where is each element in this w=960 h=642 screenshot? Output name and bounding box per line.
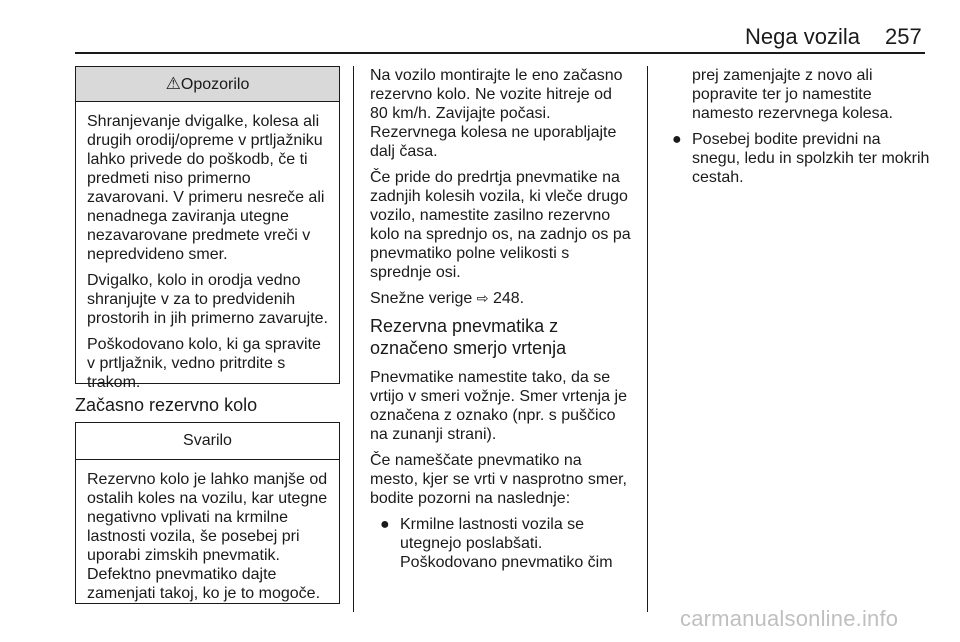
middle-column — [370, 66, 634, 579]
paragraph: Na vozilo montirajte le eno začasno rezervno kolo. Ne vozite hitreje od 80 km/h. Zavijajte počasi. Rezervnega kolesa ne uporabljajte dalj časa. — [370, 67, 623, 160]
warning-title: Opozorilo — [180, 76, 250, 93]
caution-box-header — [76, 423, 339, 460]
caution-title: Svarilo — [183, 432, 232, 449]
bullet-dot: ● — [672, 131, 682, 148]
bullet-dot: ● — [380, 516, 390, 533]
list-item-text: Posebej bodite previdni na snegu, ledu in spolzkih ter mokrih cestah. — [692, 131, 930, 186]
paragraph: Pnevmatike namestite tako, da se vrtijo v smeri vožnje. Smer vrtenja je označena z oznako (npr. s puščico na zunanji strani). — [370, 369, 627, 443]
caution-box — [75, 422, 340, 604]
page-number: 257 — [885, 24, 922, 49]
caution-body — [76, 460, 339, 611]
watermark: carmanualsonline.info — [680, 606, 899, 631]
warning-paragraph: Poškodovano kolo, ki ga spravite v prtljažnik, vedno pritrdite s trakom. — [87, 336, 321, 391]
caution-text: Rezervno kolo je lahko manjše od ostalih koles na vozilu, kar utegne negativno vplivati na krmilne lastnosti vozila, še posebej pri uporabi zimskih pnevmatik. Defektno pnevmatiko dajte zamenjati takoj, ko je to mogoče. — [87, 471, 328, 602]
warning-body — [76, 102, 339, 400]
snow-chains-label: Snežne verige — [370, 290, 473, 307]
column-divider-1 — [353, 66, 354, 612]
warning-paragraph: Dvigalko, kolo in orodja vedno shranjujte v za to predvidenih prostorih in jih primerno zavarujte. — [87, 272, 328, 327]
list-item-text: prej zamenjajte z novo ali popravite ter jo namestite namesto rezervnega kolesa. — [692, 67, 893, 122]
paragraph: Če nameščate pnevmatiko na mesto, kjer se vrti v nasprotno smer, bodite pozorni na naslednje: — [370, 452, 627, 507]
list-item — [370, 515, 634, 572]
column-divider-2 — [647, 66, 648, 612]
page-header-title: Nega vozila — [745, 24, 860, 49]
header-rule — [75, 52, 925, 54]
list-item — [662, 130, 930, 187]
right-column — [662, 66, 930, 194]
paragraph-snow-chains — [370, 289, 634, 308]
page-ref-arrow-icon: ⇨ — [476, 290, 489, 306]
section-heading-temporary-spare: Začasno rezervno kolo — [75, 395, 258, 415]
warning-paragraph: Shranjevanje dvigalke, kolesa ali drugih orodij/opreme v prtljažniku lahko privede do poškodb, če ti predmeti niso primerno zavarovani. V primeru nesreče ali nenadnega zaviranja utegne nezavarovane predmete vreči v nepredvideno smer. — [87, 113, 325, 263]
page-ref-link[interactable]: 248. — [492, 290, 525, 307]
warning-box — [75, 66, 340, 391]
warning-triangle-icon: ⚠ — [165, 74, 181, 93]
list-item-text: Krmilne lastnosti vozila se utegnejo poslabšati. Poškodovano pnevmatiko čim — [400, 516, 613, 571]
section-heading-directional-tyre: Rezervna pnevmatika z označeno smerjo vrtenja — [370, 316, 567, 358]
paragraph: Če pride do predrtja pnevmatike na zadnjih kolesih vozila, ki vleče drugo vozilo, namestite zasilno rezervno kolo na sprednjo os, na zadnjo os pa pnevmatiko polne velikosti s sprednje osi. — [370, 169, 631, 281]
warning-box-header — [76, 67, 339, 102]
list-item-continuation — [662, 66, 930, 123]
